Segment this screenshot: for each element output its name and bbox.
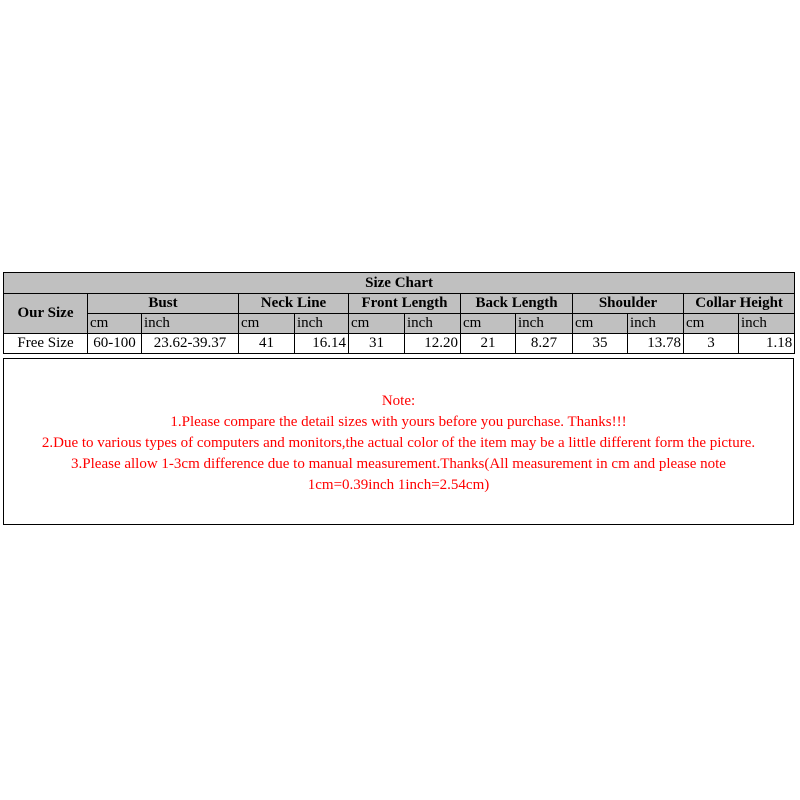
size-chart-table bbox=[3, 272, 795, 354]
unit-cell: cm bbox=[461, 314, 516, 334]
note-line: 1.Please compare the detail sizes with yours before you purchase. Thanks!!! bbox=[170, 414, 627, 430]
neck-line-header: Neck Line bbox=[239, 294, 349, 314]
size-cell: Free Size bbox=[4, 334, 88, 354]
value-cell: 12.20 bbox=[405, 334, 461, 354]
value-cell: 21 bbox=[461, 334, 516, 354]
note-title: Note: bbox=[381, 393, 416, 409]
notes-box bbox=[3, 358, 794, 525]
note-line: 1cm=0.39inch 1inch=2.54cm) bbox=[307, 477, 490, 493]
front-length-header: Front Length bbox=[349, 294, 461, 314]
header-row bbox=[4, 294, 795, 314]
back-length-header: Back Length bbox=[461, 294, 573, 314]
value-cell: 16.14 bbox=[295, 334, 349, 354]
unit-cell: cm bbox=[684, 314, 739, 334]
unit-row bbox=[4, 314, 795, 334]
unit-cell: inch bbox=[405, 314, 461, 334]
value-cell: 23.62-39.37 bbox=[142, 334, 239, 354]
value-cell: 8.27 bbox=[516, 334, 573, 354]
unit-cell: inch bbox=[295, 314, 349, 334]
note-line: 3.Please allow 1-3cm difference due to manual measurement.Thanks(All measurement in cm and please note bbox=[71, 456, 726, 472]
unit-cell: inch bbox=[739, 314, 795, 334]
notes-content bbox=[4, 391, 793, 496]
unit-cell: inch bbox=[142, 314, 239, 334]
shoulder-header: Shoulder bbox=[573, 294, 684, 314]
unit-cell: cm bbox=[239, 314, 295, 334]
collar-height-header: Collar Height bbox=[684, 294, 795, 314]
value-cell: 41 bbox=[239, 334, 295, 354]
unit-cell: cm bbox=[573, 314, 628, 334]
our-size-header: Our Size bbox=[4, 294, 88, 334]
value-cell: 1.18 bbox=[739, 334, 795, 354]
note-line: 2.Due to various types of computers and monitors,the actual color of the item may be a little different form the picture. bbox=[41, 435, 756, 451]
value-cell: 3 bbox=[684, 334, 739, 354]
bust-header: Bust bbox=[88, 294, 239, 314]
unit-cell: cm bbox=[349, 314, 405, 334]
unit-cell: cm bbox=[88, 314, 142, 334]
title-row bbox=[4, 273, 795, 294]
value-cell: 31 bbox=[349, 334, 405, 354]
unit-cell: inch bbox=[516, 314, 573, 334]
size-chart-title: Size Chart bbox=[4, 273, 795, 294]
unit-cell: inch bbox=[628, 314, 684, 334]
value-cell: 35 bbox=[573, 334, 628, 354]
value-cell: 60-100 bbox=[88, 334, 142, 354]
table-row bbox=[4, 334, 795, 354]
value-cell: 13.78 bbox=[628, 334, 684, 354]
